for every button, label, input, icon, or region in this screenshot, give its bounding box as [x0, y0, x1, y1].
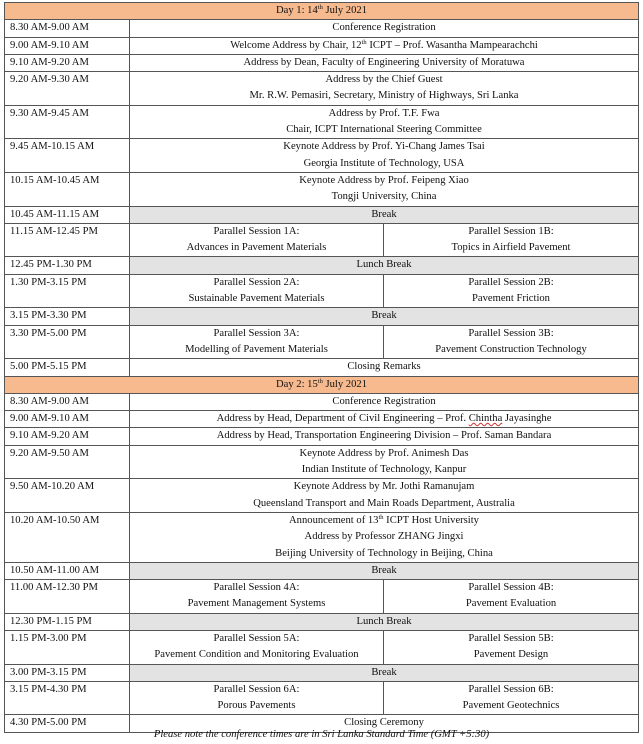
event-text: ICPT – Prof. Wasantha Mampearachchi [366, 39, 538, 51]
schedule-row [5, 257, 639, 274]
session-title: Pavement Condition and Monitoring Evaluation [154, 649, 359, 661]
event-line: Mr. R.W. Pemasiri, Secretary, Ministry of Highways, Sri Lanka [249, 90, 519, 102]
parallel-session-b [384, 630, 639, 664]
session-number: Parallel Session 5A: [213, 632, 300, 644]
ordinal-suffix: th [317, 4, 323, 11]
session-title: Sustainable Pavement Materials [188, 293, 325, 305]
session-number: Parallel Session 2B: [468, 276, 554, 288]
event-cell [130, 428, 639, 445]
break-cell: Lunch Break [130, 257, 639, 274]
event-line: Georgia Institute of Technology, USA [303, 157, 465, 169]
session-number: Parallel Session 4B: [468, 582, 554, 594]
session-number: Parallel Session 1B: [468, 225, 554, 237]
event-line: Address by the Chief Guest [325, 74, 443, 86]
session-number: Parallel Session 6A: [213, 683, 300, 695]
schedule-row [5, 223, 639, 257]
event-cell [130, 445, 639, 479]
event-line: Keynote Address by Prof. Feipeng Xiao [299, 174, 469, 186]
event-line [134, 411, 634, 427]
event-line: Queensland Transport and Main Roads Department, Australia [253, 497, 515, 509]
time-slot: 4.30 PM-5.00 PM [5, 715, 130, 732]
event-text: Address by Head, Department of Civil Engineering – Prof. [216, 413, 469, 425]
time-slot: 3.15 PM-3.30 PM [5, 308, 130, 325]
time-slot: 1.30 PM-3.15 PM [5, 274, 130, 308]
event-cell [130, 359, 639, 376]
session-title: Pavement Friction [472, 293, 550, 305]
time-slot: 5.00 PM-5.15 PM [5, 359, 130, 376]
event-line: Closing Remarks [347, 361, 421, 373]
parallel-session-b [384, 681, 639, 715]
day2-heading [5, 376, 639, 393]
event-line: Conference Registration [332, 22, 436, 34]
event-cell [130, 105, 639, 139]
break-cell: Lunch Break [130, 613, 639, 630]
schedule-row [5, 411, 639, 428]
event-line: Address by Dean, Faculty of Engineering University of Moratuwa [243, 56, 525, 68]
parallel-session-a [130, 580, 384, 614]
time-slot: 8.30 AM-9.00 AM [5, 393, 130, 410]
ordinal-suffix: th [361, 38, 367, 46]
event-text: Announcement of 13 [289, 514, 379, 526]
time-slot: 12.45 PM-1.30 PM [5, 257, 130, 274]
session-title: Pavement Management Systems [187, 598, 326, 610]
session-title: Topics in Airfield Pavement [451, 242, 571, 254]
schedule-row [5, 428, 639, 445]
time-slot: 1.15 PM-3.00 PM [5, 630, 130, 664]
schedule-row [5, 72, 639, 106]
event-text: Jayasinghe [502, 413, 552, 425]
parallel-session-b [384, 274, 639, 308]
time-slot: 10.45 AM-11.15 AM [5, 206, 130, 223]
event-cell [130, 54, 639, 71]
event-line: Tongji University, China [331, 191, 437, 203]
time-slot: 11.15 AM-12.45 PM [5, 223, 130, 257]
schedule-row [5, 206, 639, 223]
day-heading-suffix: July 2021 [322, 5, 367, 16]
event-line: Chair, ICPT International Steering Committee [286, 124, 482, 136]
parallel-session-a [130, 681, 384, 715]
schedule-table [4, 2, 639, 733]
event-line: Beijing University of Technology in Beijing, China [275, 547, 493, 559]
session-number: Parallel Session 1A: [213, 225, 300, 237]
time-slot: 8.30 AM-9.00 AM [5, 20, 130, 37]
break-cell: Break [130, 664, 639, 681]
event-text: ICPT Host University [383, 514, 479, 526]
schedule-row [5, 325, 639, 359]
time-slot: 3.30 PM-5.00 PM [5, 325, 130, 359]
schedule-row [5, 139, 639, 173]
schedule-row [5, 562, 639, 579]
session-number: Parallel Session 3A: [213, 327, 300, 339]
session-number: Parallel Session 4A: [213, 582, 300, 594]
timezone-note: Please note the conference times are in Sri Lanka Standard Time (GMT +5:30) [153, 729, 490, 740]
time-slot: 3.00 PM-3.15 PM [5, 664, 130, 681]
event-line: Keynote Address by Prof. Animesh Das [299, 447, 469, 459]
parallel-session-a [130, 223, 384, 257]
schedule-body [5, 3, 639, 733]
day-heading-prefix: Day 2: 15 [276, 378, 318, 390]
schedule-row [5, 308, 639, 325]
schedule-row [5, 54, 639, 71]
session-title: Pavement Design [473, 649, 549, 661]
session-number: Parallel Session 3B: [468, 327, 554, 339]
session-number: Parallel Session 2A: [213, 276, 300, 288]
time-slot: 9.00 AM-9.10 AM [5, 411, 130, 428]
event-cell [130, 479, 639, 513]
ordinal-suffix: th [317, 377, 323, 385]
time-slot: 9.10 AM-9.20 AM [5, 54, 130, 71]
event-line [134, 513, 634, 529]
event-line: Indian Institute of Technology, Kanpur [301, 464, 467, 476]
event-line [134, 38, 634, 54]
event-cell [130, 411, 639, 428]
session-title: Advances in Pavement Materials [186, 242, 327, 254]
event-line: Closing Ceremony [344, 717, 424, 729]
session-title: Pavement Evaluation [465, 598, 557, 610]
schedule-row [5, 20, 639, 37]
session-title: Porous Pavements [217, 700, 296, 712]
event-cell [130, 20, 639, 37]
schedule-row [5, 512, 639, 562]
event-cell [130, 172, 639, 206]
session-title: Pavement Geotechnics [462, 700, 560, 712]
day2-header-row [5, 376, 639, 393]
event-line: Conference Registration [332, 395, 436, 407]
schedule-row [5, 479, 639, 513]
event-cell [130, 139, 639, 173]
event-cell [130, 72, 639, 106]
schedule-row [5, 580, 639, 614]
event-cell [130, 393, 639, 410]
session-number: Parallel Session 5B: [468, 632, 554, 644]
schedule-row [5, 613, 639, 630]
event-cell [130, 37, 639, 54]
time-slot: 9.50 AM-10.20 AM [5, 479, 130, 513]
time-slot: 9.20 AM-9.50 AM [5, 445, 130, 479]
day1-heading [5, 3, 639, 20]
schedule-row [5, 359, 639, 376]
day-heading-prefix: Day 1: 14 [276, 5, 318, 16]
time-slot: 11.00 AM-12.30 PM [5, 580, 130, 614]
time-slot: 10.50 AM-11.00 AM [5, 562, 130, 579]
schedule-row [5, 664, 639, 681]
day-heading-suffix: July 2021 [322, 378, 367, 390]
parallel-session-a [130, 630, 384, 664]
day1-header-row [5, 3, 639, 20]
time-slot: 9.20 AM-9.30 AM [5, 72, 130, 106]
spellcheck-word: Chintha [468, 413, 503, 425]
event-cell [130, 512, 639, 562]
event-line: Keynote Address by Mr. Jothi Ramanujam [293, 481, 475, 493]
event-line: Keynote Address by Prof. Yi-Chang James Tsai [283, 141, 485, 153]
event-line: Address by Professor ZHANG Jingxi [304, 531, 464, 543]
time-slot: 3.15 PM-4.30 PM [5, 681, 130, 715]
schedule-row [5, 681, 639, 715]
parallel-session-b [384, 223, 639, 257]
session-title: Pavement Construction Technology [435, 343, 587, 355]
event-line: Address by Head, Transportation Engineering Division – Prof. Saman Bandara [216, 430, 552, 442]
schedule-row [5, 105, 639, 139]
schedule-row [5, 274, 639, 308]
time-slot: 9.00 AM-9.10 AM [5, 37, 130, 54]
time-slot: 9.10 AM-9.20 AM [5, 428, 130, 445]
parallel-session-a [130, 325, 384, 359]
break-cell: Break [130, 562, 639, 579]
time-slot: 10.20 AM-10.50 AM [5, 512, 130, 562]
event-text: Welcome Address by Chair, 12 [230, 39, 362, 51]
break-cell: Break [130, 308, 639, 325]
time-slot: 9.45 AM-10.15 AM [5, 139, 130, 173]
parallel-session-b [384, 325, 639, 359]
time-slot: 10.15 AM-10.45 AM [5, 172, 130, 206]
schedule-row [5, 630, 639, 664]
session-number: Parallel Session 6B: [468, 683, 554, 695]
parallel-session-a [130, 274, 384, 308]
time-slot: 12.30 PM-1.15 PM [5, 613, 130, 630]
ordinal-suffix: th [378, 513, 384, 521]
break-cell: Break [130, 206, 639, 223]
schedule-row [5, 172, 639, 206]
schedule-row [5, 37, 639, 54]
event-line: Address by Prof. T.F. Fwa [328, 107, 440, 119]
time-slot: 9.30 AM-9.45 AM [5, 105, 130, 139]
parallel-session-b [384, 580, 639, 614]
schedule-row [5, 393, 639, 410]
schedule-row [5, 445, 639, 479]
session-title: Modelling of Pavement Materials [185, 343, 328, 355]
